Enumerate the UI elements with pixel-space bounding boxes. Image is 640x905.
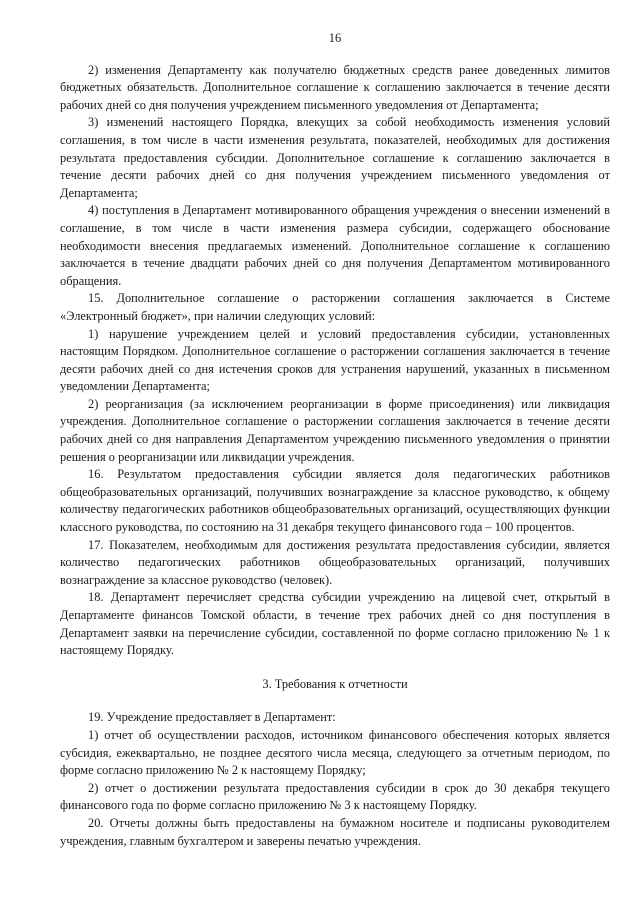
paragraph: 2) изменения Департаменту как получателю бюджетных средств ранее доведенных лимитов бюджетных обязательств. Дополнительное соглашение к соглашению заключается в течение десяти рабочих дней со дня получения учреждением письменного уведомления от Департамента; xyxy=(60,62,610,112)
paragraph: 18. Департамент перечисляет средства субсидии учреждению на лицевой счет, открытый в Департаменте финансов Томской области, в течение трех рабочих дней со дня поступления в Департамент заявки на перечисление субсидии, составленной по форме согласно приложению № 1 к настоящему Порядку. xyxy=(60,590,610,658)
paragraph: 1) нарушение учреждением целей и условий предоставления субсидии, установленных настоящим Порядком. Дополнительное соглашение о расторжении соглашения заключается в течение десяти рабочих дней со дня истечения сроков для устранения нарушений, указанных в письменном уведомлении Департамента; xyxy=(60,326,610,394)
paragraph: 4) поступления в Департамент мотивированного обращения учреждения о внесении изменений в соглашение, в том числе в части изменения размера субсидии, содержащего обоснование необходимости внесения предлагаемых изменений. Дополнительное соглашение к соглашению заключается в течение двадцати рабочих дней со дня получения Департаментом мотивированного обращения. xyxy=(60,203,610,288)
text-block-before xyxy=(60,62,610,660)
section-heading: 3. Требования к отчетности xyxy=(262,676,408,691)
page-number: 16 xyxy=(328,31,342,45)
paragraph: 2) отчет о достижении результата предоставления субсидии в срок до 30 декабря текущего финансового года по форме согласно приложению № 3 к настоящему Порядку. xyxy=(60,780,610,813)
paragraph: 16. Результатом предоставления субсидии является доля педагогических работников общеобразовательных организаций, получивших вознаграждение за классное руководство, к общему количеству педагогических работников общеобразовательных организаций, осуществляющих функции классного руководства, по состоянию на 31 декабря текущего финансового года – 100 процентов. xyxy=(60,467,610,535)
paragraph: 2) реорганизация (за исключением реорганизации в форме присоединения) или ликвидация учреждения. Дополнительное соглашение о расторжении соглашения заключается в течение десяти рабочих дней со дня направления Департаментом учреждению письменного уведомления о принятии решения о реорганизации или ликвидации учреждения. xyxy=(60,396,610,464)
paragraph: 20. Отчеты должны быть предоставлены на бумажном носителе и подписаны руководителем учреждения, главным бухгалтером и заверены печатью учреждения. xyxy=(60,815,610,848)
paragraph: 15. Дополнительное соглашение о расторжении соглашения заключается в Системе «Электронный бюджет», при наличии следующих условий: xyxy=(60,291,610,323)
paragraph: 3) изменений настоящего Порядка, влекущих за собой необходимость изменения условий соглашения, в том числе в части изменения результата, показателей, необходимых для достижения результата предоставления субсидии. Дополнительное соглашение к соглашению заключается в течение десяти рабочих дней со дня получения учреждением письменного уведомления от Департамента; xyxy=(60,115,610,200)
paragraph: 17. Показателем, необходимым для достижения результата предоставления субсидии, является количество педагогических работников общеобразовательных организаций, получивших вознаграждение за классное руководство (человек). xyxy=(60,537,610,587)
paragraph: 19. Учреждение предоставляет в Департамент: xyxy=(88,710,336,725)
paragraph: 1) отчет об осуществлении расходов, источником финансового обеспечения которых является субсидия, ежеквартально, не позднее десятого числа месяца, следующего за отчетным периодом, по форме согласно приложению № 2 к настоящему Порядку; xyxy=(60,727,610,778)
text-block-after xyxy=(60,709,610,850)
